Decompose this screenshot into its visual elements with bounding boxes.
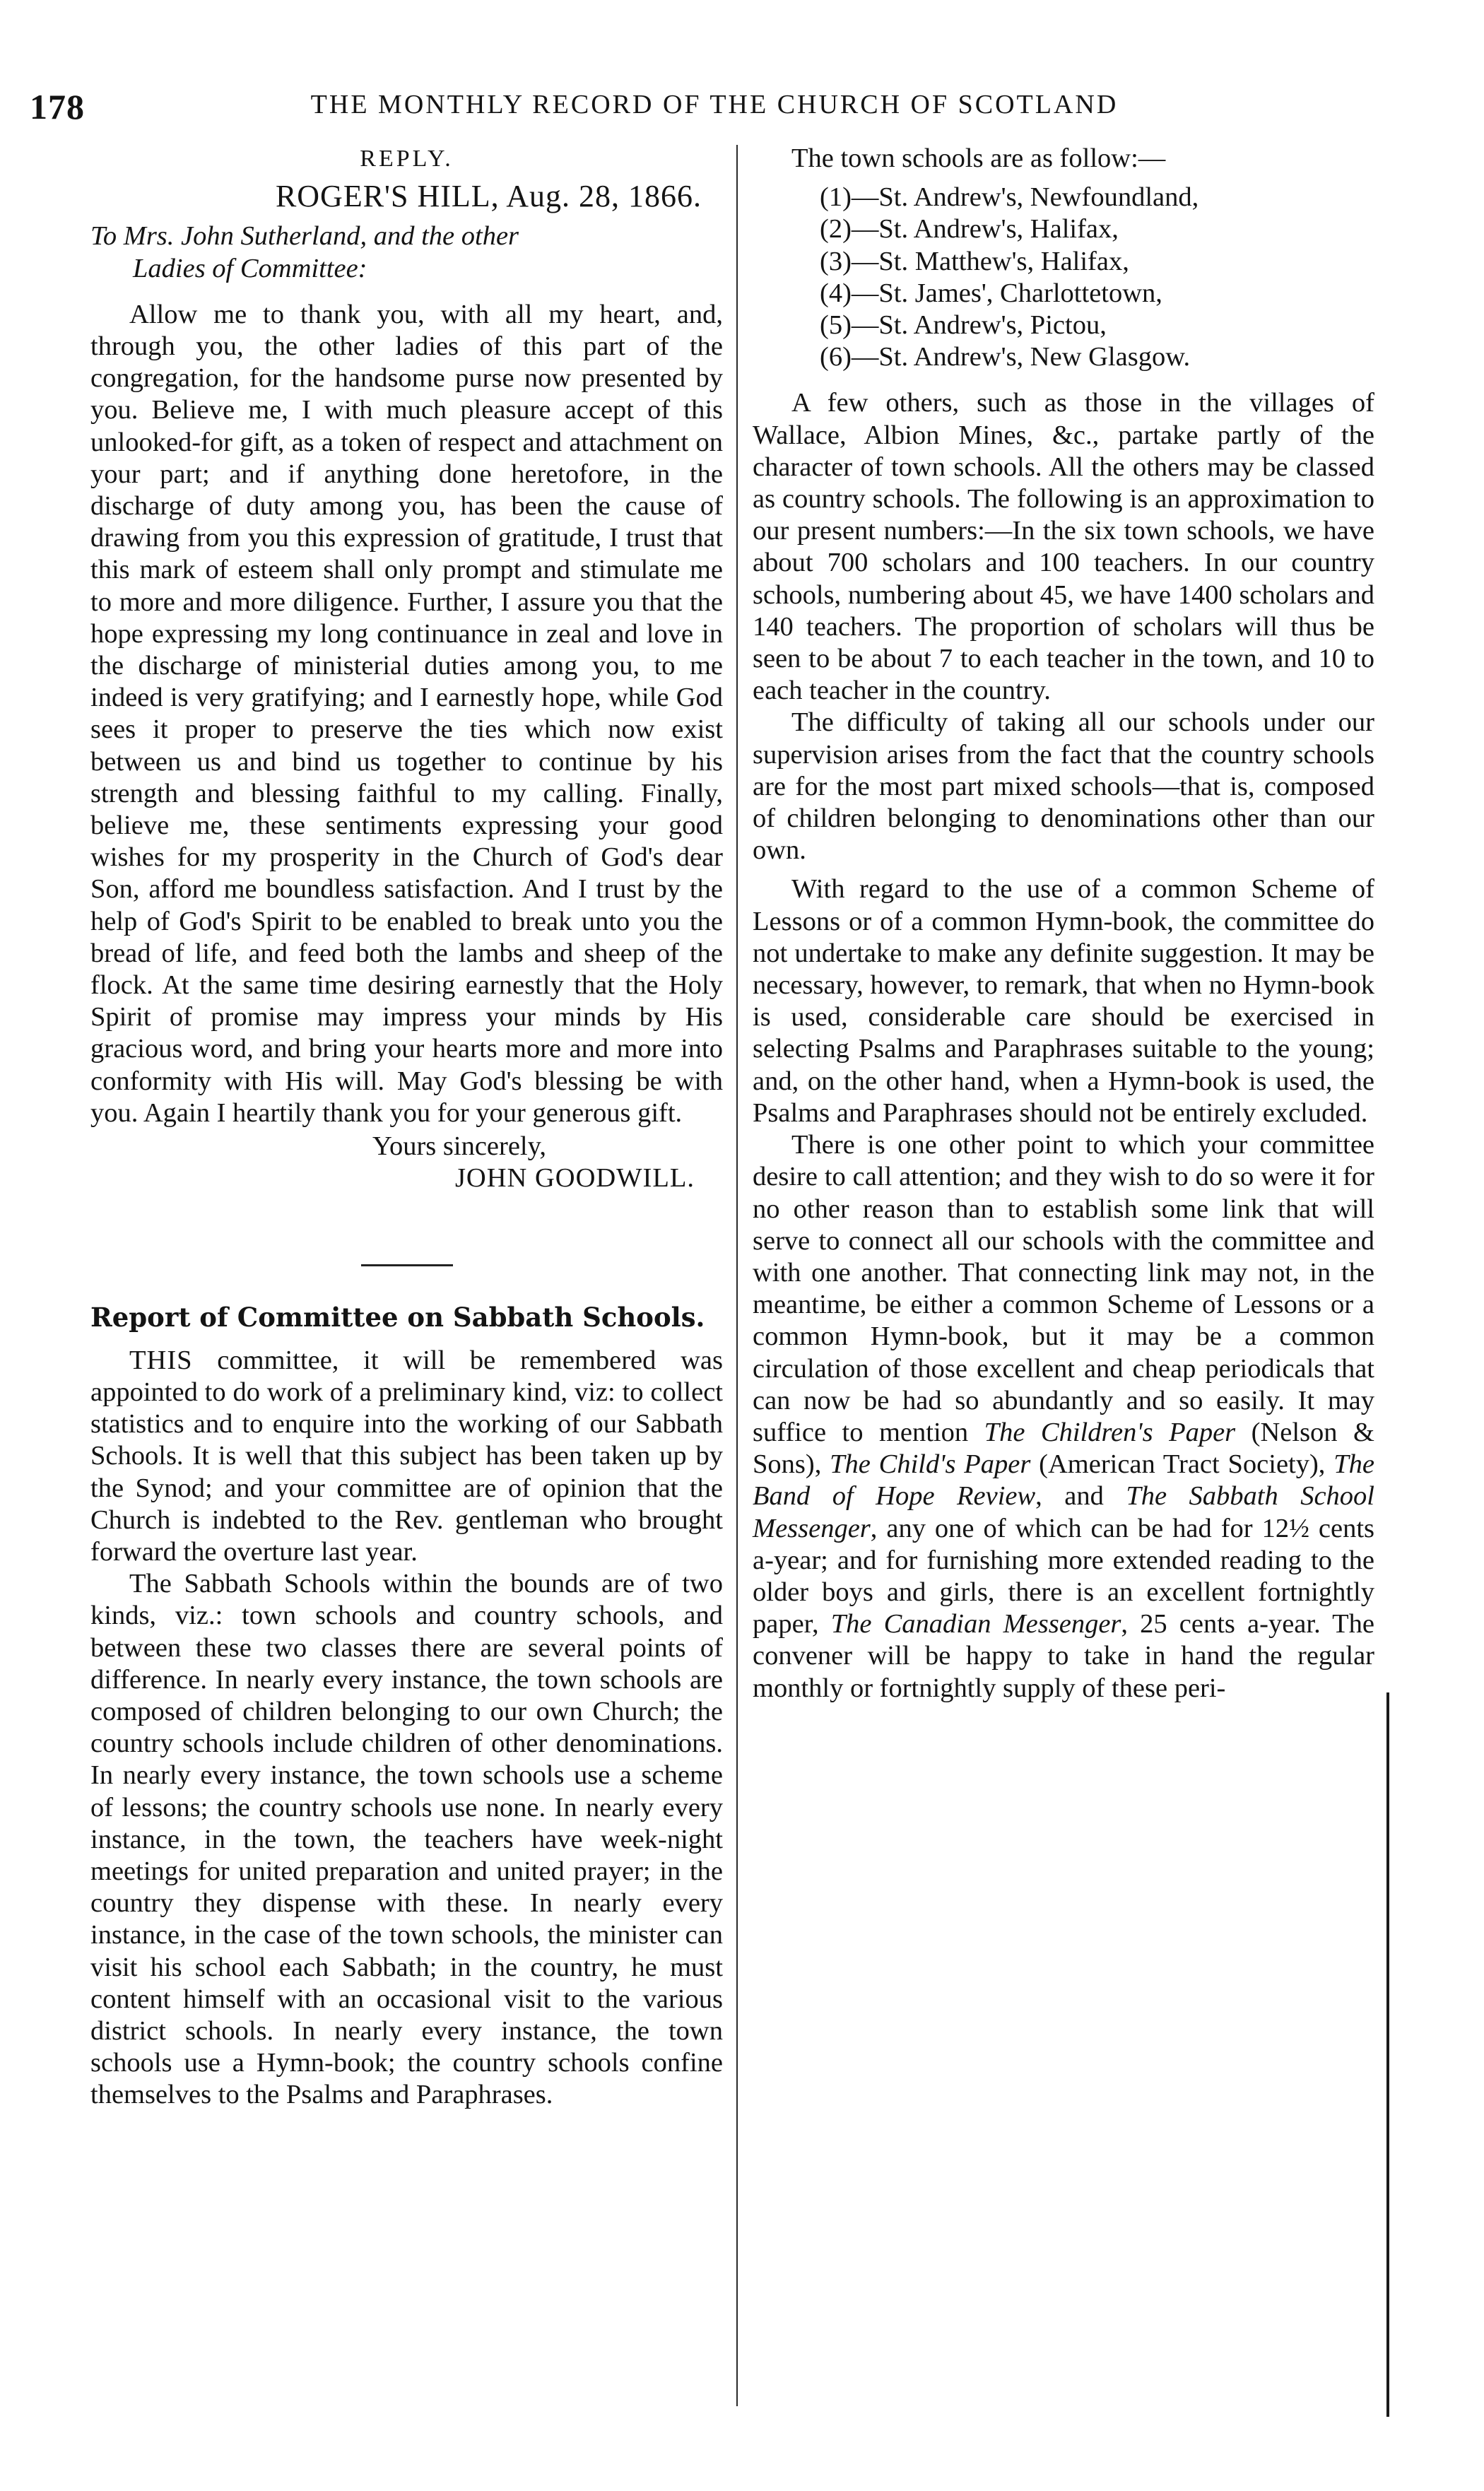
running-title: THE MONTHLY RECORD OF THE CHURCH OF SCOTLAND <box>310 90 1119 119</box>
town-schools-intro: The town schools are as follow:— <box>791 143 1166 173</box>
report-paragraph-1-text: committee, it will be remembered was appointed to do work of a preliminary kind, viz: to collect statistics and to enquire into the working of our Sabbath Schools. It is well that this subject has been taken up by the Synod; and your committee are of opinion that the Church is indebted to the Rev. gentleman who brought forward the overture last year. <box>90 1345 723 1567</box>
list-item: (4)—St. James', Charlottetown, <box>820 278 1162 308</box>
reply-body: Allow me to thank you, with all my heart, and, through you, the other ladies of this part of the congregation, for the handsome purse now presented by you. Believe me, I with much pleasure accept of this unlooked-for gift, as a token of respect and attachment on your part; and if anything done heretofore, in the discharge of duty among you, has been the cause of drawing from you this expression of gratitude, I trust that this mark of esteem shall only prompt and stimulate me to more and more diligence. Further, I assure you that the hope expressing my long continuance in zeal and love in the discharge of ministerial duties among you, to me indeed is very gratifying; and I earnestly hope, while God sees it proper to preserve the ties which now exist between us and bind us together to continue by his strength and blessing faithful to my calling. Finally, believe me, these sentiments expressing your good wishes for my prosperity in the Church of God's dear Son, afford me boundless satisfaction. And I trust by the help of God's Spirit to be enabled to break unto you the bread of life, and feed both the lambs and sheep of the flock. At the same time desiring earnestly that the Holy Spirit of promise may impress your minds by His gracious word, and bring your hearts more and more into conformity with His will. May God's blessing be with you. Again I heartily thank you for your generous gift. <box>90 299 723 1128</box>
report-paragraph-6-text-a: There is one other point to which your committee desire to call attention; and they wish to do so were it for no other reason than to establish some link that will serve to connect all our schools with the committee and with one another. That connecting link may not, in the meantime, be either a common Scheme of Lessons or a common Hymn-book, but it may be a common circulation of those excellent and cheap periodicals that can now be had so abundantly and so easily. It may suffice to mention <box>753 1130 1374 1447</box>
reply-signature: JOHN GOODWILL. <box>454 1163 695 1194</box>
page-number: 178 <box>30 87 85 126</box>
report-title: Report of Committee on Sabbath Schools. <box>90 1301 705 1333</box>
report-paragraph-2: The Sabbath Schools within the bounds are of two kinds, viz.: town schools and country schools, and between these two classes there are several points of difference. In nearly every instance, the town schools are composed of children belonging to our own Church; the country schools include children of other denominations. In nearly every instance, the town schools use a scheme of lessons; the country schools use none. In nearly every instance, in the town, the teachers have week-night meetings for united preparation and united prayer; in the country they dispense with these. In nearly every instance, in the case of the town schools, the minister can visit his school each Sabbath; in the country, he must content himself with an occasional visit to the various district schools. In nearly every instance, the town schools use a Hymn-book; the country schools confine themselves to the Psalms and Paraphrases. <box>90 1569 723 2110</box>
report-paragraph-6-text-d: , and <box>1035 1481 1126 1512</box>
report-paragraph-6 <box>753 1129 1374 1704</box>
periodical-title: The Child's Paper <box>830 1449 1031 1480</box>
list-item: (3)—St. Matthew's, Halifax, <box>820 246 1129 276</box>
reply-closing: Yours sincerely, <box>372 1131 546 1162</box>
right-edge-bar <box>1386 1692 1389 2417</box>
report-paragraph-6-text-e: , any one of which can be had for 12½ cents a-year; and for furnishing more extended reading to the older boys and girls, there is an excellent fortnightly paper, <box>753 1513 1374 1639</box>
report-paragraph-6-text-c: (American Tract Society), <box>1030 1449 1334 1480</box>
list-item: (5)—St. Andrew's, Pictou, <box>820 310 1107 341</box>
town-schools-list <box>753 182 1374 373</box>
report-paragraph-5: With regard to the use of a common Scheme of Lessons or of a common Hymn-book, the committee do not undertake to make any definite suggestion. It may be necessary, however, to remark, that when no Hymn-book is used, considerable care should be exercised in selecting Psalms and Paraphrases suitable to the young; and, on the other hand, when a Hymn-book is used, the Psalms and Paraphrases should not be entirely excluded. <box>753 874 1374 1128</box>
periodical-title: The Band of Hope Review <box>753 1449 1374 1512</box>
periodical-title: The Children's Paper <box>984 1417 1236 1447</box>
list-item: (1)—St. Andrew's, Newfoundland, <box>820 182 1199 213</box>
reply-address-line2: Ladies of Committee: <box>133 253 367 283</box>
report-paragraph-3: A few others, such as those in the villages of Wallace, Albion Mines, &c., partake partly of the character of town schools. All the others may be classed as country schools. The following is an approximation to our present numbers:—In the six town schools, we have about 700 scholars and 100 teachers. In our country schools, numbering about 45, we have 1400 scholars and 140 teachers. The proportion of scholars will thus be seen to be about 7 to each teacher in the town, and 10 to each teacher in the country. <box>753 388 1374 706</box>
reply-dateline: ROGER'S HILL, Aug. 28, 1866. <box>275 179 702 214</box>
periodical-title: The Sabbath School Messenger <box>753 1481 1374 1543</box>
right-column <box>753 141 1374 1704</box>
page-header <box>30 86 1399 136</box>
list-item: (2)—St. Andrew's, Halifax, <box>820 214 1119 245</box>
report-lead-word: THIS <box>129 1345 193 1375</box>
report-paragraph-4: The difficulty of taking all our schools under our supervision arises from the fact that the country schools are for the most part mixed schools—that is, composed of children belonging to denominations other than our own. <box>753 707 1374 866</box>
reply-address-line1: To Mrs. John Sutherland, and the other <box>90 221 519 252</box>
left-column <box>90 141 723 2112</box>
report-paragraph-6-text-b: (Nelson & Sons), <box>753 1417 1374 1480</box>
reply-address <box>90 220 723 284</box>
report-paragraph-1 <box>90 1345 723 1568</box>
report-paragraph-6-text-f: , 25 cents a-year. The convener will be happy to take in hand the regular monthly or fortnightly supply of these peri- <box>753 1609 1374 1703</box>
column-divider <box>736 145 738 2406</box>
periodical-title: The Canadian Messenger <box>830 1609 1121 1639</box>
section-separator <box>361 1264 453 1266</box>
list-item: (6)—St. Andrew's, New Glasgow. <box>820 342 1191 372</box>
reply-heading: REPLY. <box>360 146 454 172</box>
